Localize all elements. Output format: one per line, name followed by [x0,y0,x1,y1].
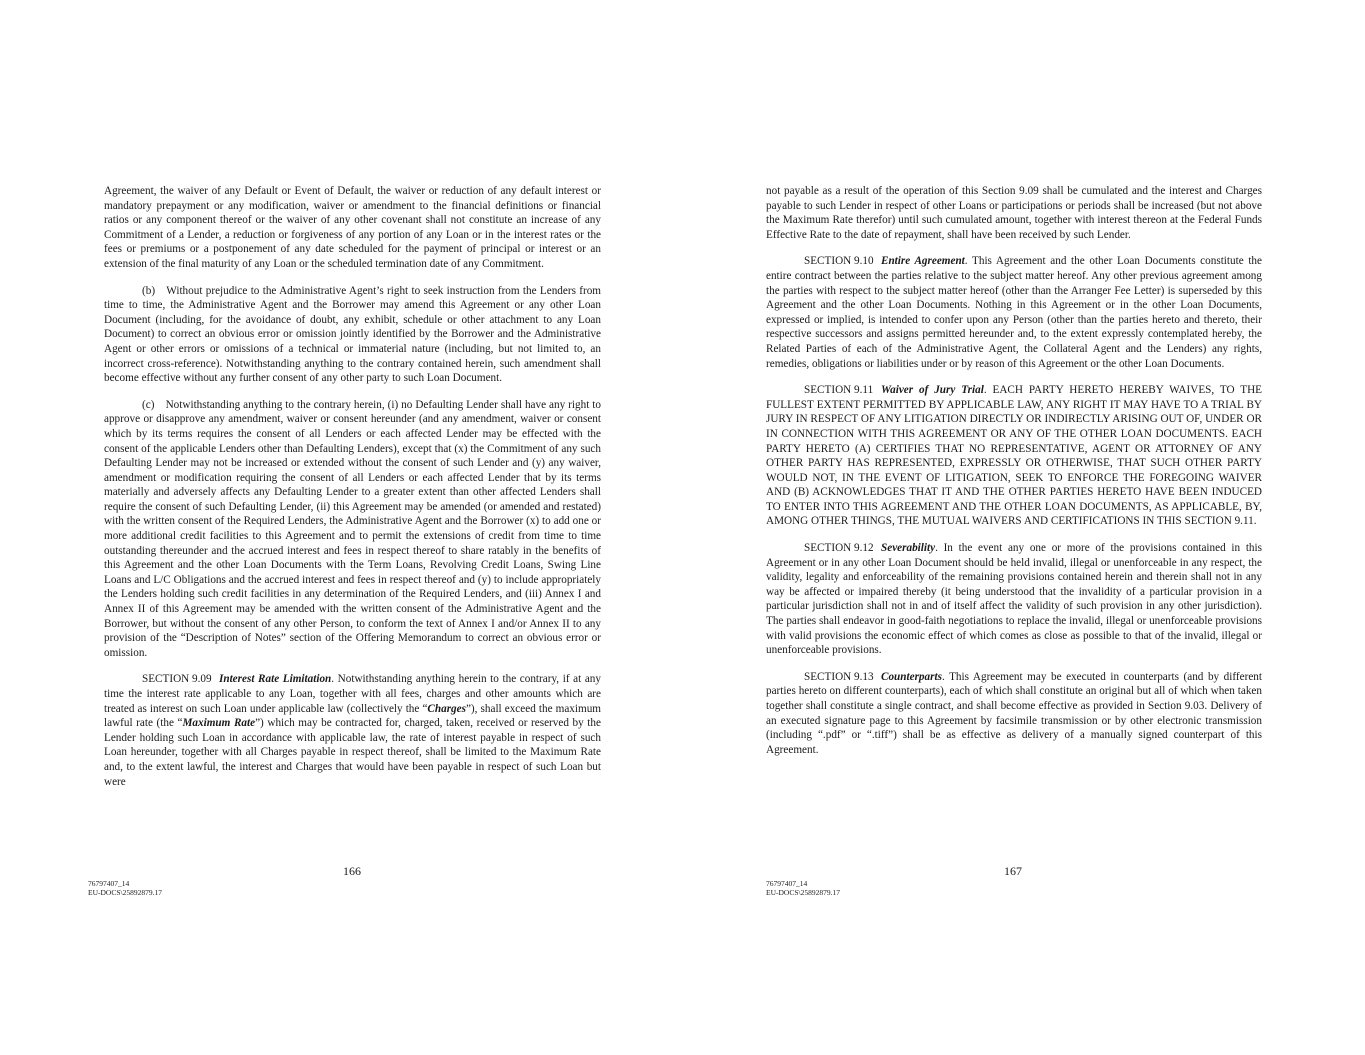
section-9-13-title: Counterparts [881,670,942,683]
section-9-09-text-b: ”), shall exceed the maximum lawful rate (the “ [104,702,602,730]
right-footer-doc-ref: EU-DOCS\25892879.17 [766,888,840,897]
section-9-13-text: . This Agreement may be executed in counterparts (and by different parties hereto on different counterparts), each of which shall constitute an original but all of which when taken together shall constitute a single contract, and shall become effective as provided in Section 9.03. Delivery of an executed signature page to this Agreement by facsimile transmission or by other electronic transmission (including “.pdf” or “.tiff”) shall be as effective as delivery of a manually signed counterpart of this Agreement. [766,670,1262,756]
left-paragraph-b: (b) Without prejudice to the Administrative Agent’s right to seek instruction from the Lenders from time to time, the Administrative Agent and the Borrower may amend this Agreement or any other Loan Document (including, for the avoidance of doubt, any exhibit, schedule or other attachment to any Loan Document) to correct an obvious error or omission jointly identified by the Borrower and the Administrative Agent or other errors or omissions of a technical or immaterial nature (including, but not limited to, an incorrect cross-reference). Notwithstanding anything to the contrary contained herein, such amendment shall become effective without any further consent of any other party to such Loan Document. [104,284,601,385]
section-9-12-title: Severability [881,542,936,555]
left-paragraph-c: (c) Notwithstanding anything to the contrary herein, (i) no Defaulting Lender shall have any right to approve or disapprove any amendment, waiver or consent hereunder (and any amendment, waiver or consent which by its terms requires the consent of all Lenders or each affected Lender may be effected with the consent of the applicable Lenders other than Defaulting Lenders), except that (x) the Commitment of any such Defaulting Lender may not be increased or extended without the consent of such Lender and (y) any waiver, amendment or modification requiring the consent of all Lenders or each affected Lender that by its terms materially and adversely affects any Defaulting Lender to a greater extent than other affected Lenders shall require the consent of such Defaulting Lender, (ii) this Agreement may be amended (or amended and restated) with the written consent of the Required Lenders, the Administrative Agent and the Borrower (x) to add one or more additional credit facilities to this Agreement and to permit the extensions of credit from time to time outstanding thereunder and the accrued interest and fees in respect thereof to share ratably in the benefits of this Agreement and the other Loan Documents with the Term Loans, Revolving Credit Loans, Swing Line Loans and L/C Obligations and the accrued interest and fees in respect thereof and (y) to include appropriately the Lenders holding such credit facilities in any determination of the Required Lenders, and (iii) Annex I and Annex II of this Agreement may be amended with the written consent of the Administrative Agent and the Borrower, but without the consent of any other Person, to conform the text of Annex I and/or Annex II to any provision of the “Description of Notes” section of the Offering Memorandum to correct an obvious error or omission. [104,398,601,659]
right-page [766,184,1262,769]
section-9-09-number: SECTION 9.09 [142,673,212,686]
left-footer-doc-ref: EU-DOCS\25892879.17 [88,888,162,897]
section-9-09-title: Interest Rate Limitation [219,673,332,686]
section-9-11-number: SECTION 9.11 [804,384,874,397]
section-9-12-text: . In the event any one or more of the provisions contained in this Agreement or in any other Loan Document should be held invalid, illegal or unenforceable in any respect, the validity, legality and enforceability of the remaining provisions contained herein and therein shall not in any way be affected or impaired thereby (it being understood that the invalidity of a particular provision in a particular jurisdiction shall not in and of itself affect the validity of such provision in any other jurisdiction). The parties shall endeavor in good-faith negotiations to replace the invalid, illegal or unenforceable provisions with valid provisions the economic effect of which comes as close as possible to that of the invalid, illegal or unenforceable provisions. [766,542,1262,657]
section-9-12 [766,541,1262,658]
section-9-13 [766,670,1262,758]
section-9-11-text: . EACH PARTY HERETO HEREBY WAIVES, TO THE FULLEST EXTENT PERMITTED BY APPLICABLE LAW, ANY RIGHT IT MAY HAVE TO A TRIAL BY JURY IN RESPECT OF ANY LITIGATION DIRECTLY OR INDIRECTLY ARISING OUT OF, UNDER OR IN CONNECTION WITH THIS AGREEMENT OR ANY OF THE OTHER LOAN DOCUMENTS. EACH PARTY HERETO (A) CERTIFIES THAT NO REPRESENTATIVE, AGENT OR ATTORNEY OF ANY OTHER PARTY HAS REPRESENTED, EXPRESSLY OR OTHERWISE, THAT SUCH OTHER PARTY WOULD NOT, IN THE EVENT OF LITIGATION, SEEK TO ENFORCE THE FOREGOING WAIVER AND (B) ACKNOWLEDGES THAT IT AND THE OTHER PARTIES HERETO HAVE BEEN INDUCED TO ENTER INTO THIS AGREEMENT AND THE OTHER LOAN DOCUMENTS, AS APPLICABLE, BY, AMONG OTHER THINGS, THE MUTUAL WAIVERS AND CERTIFICATIONS IN THIS SECTION 9.11. [766,384,1262,528]
right-footer-doc-id: 76797407_14 [766,879,808,888]
right-footer [766,879,840,897]
section-9-13-number: SECTION 9.13 [804,670,874,683]
section-9-09-text-c: ”) which may be contracted for, charged, taken, received or reserved by the Lender holding such Loan in accordance with applicable law, the rate of interest payable in respect of such Loan hereunder, together with all Charges payable in respect thereof, shall be limited to the Maximum Rate and, to the extent lawful, the interest and Charges that would have been payable in respect of such Loan but were [104,717,601,788]
section-9-10 [766,254,1262,371]
left-paragraph-1: Agreement, the waiver of any Default or Event of Default, the waiver or reduction of any default interest or mandatory prepayment or any modification, waiver or amendment to the financial definitions or financial ratios or any component thereof or the waiver of any other covenant shall not constitute an increase of any Commitment of a Lender, a reduction or forgiveness of any portion of any Loan or in the interest rates or the fees or premiums or a postponement of any date scheduled for the payment of principal or interest or an extension of the final maturity of any Loan or the scheduled termination date of any Commitment. [104,185,601,270]
term-charges: Charges [427,702,466,715]
section-9-12-number: SECTION 9.12 [804,542,874,555]
left-footer-doc-id: 76797407_14 [88,879,130,888]
section-9-11 [766,383,1262,529]
term-maximum-rate: Maximum Rate [182,717,256,730]
left-page-number: 166 [343,864,361,878]
left-page [104,184,601,801]
section-9-10-number: SECTION 9.10 [804,255,874,268]
section-9-10-text: . This Agreement and the other Loan Documents constitute the entire contract between the parties relative to the subject matter hereof. Any other previous agreement among the parties with respect to the subject matter hereof (other than the Arranger Fee Letter) is superseded by this Agreement and the other Loan Documents. Nothing in this Agreement or in the other Loan Documents, expressed or implied, is intended to confer upon any Person (other than the parties hereto and thereto, their respective successors and assigns permitted hereunder and, to the extent expressly contemplated hereby, the Related Parties of each of the Administrative Agent, the Collateral Agent and the Lenders) any rights, remedies, obligations or liabilities under or by reason of this Agreement or the other Loan Documents. [766,255,1262,370]
right-page-number: 167 [1004,864,1022,878]
section-9-09-text-a: . Notwithstanding anything herein to the contrary, if at any time the interest rate applicable to any Loan, together with all fees, charges and other amounts which are treated as interest on such Loan under applicable law (collectively the “ [104,673,601,715]
left-footer [88,879,162,897]
section-9-10-title: Entire Agreement [881,255,965,268]
section-9-09 [104,672,601,789]
right-paragraph-1: not payable as a result of the operation of this Section 9.09 shall be cumulated and the interest and Charges payable to such Lender in respect of other Loans or participations or periods shall be increased (but not above the Maximum Rate therefor) until such cumulated amount, together with interest thereon at the Federal Funds Effective Rate to the date of repayment, shall have been received by such Lender. [766,185,1262,241]
section-9-11-title: Waiver of Jury Trial [881,384,984,397]
